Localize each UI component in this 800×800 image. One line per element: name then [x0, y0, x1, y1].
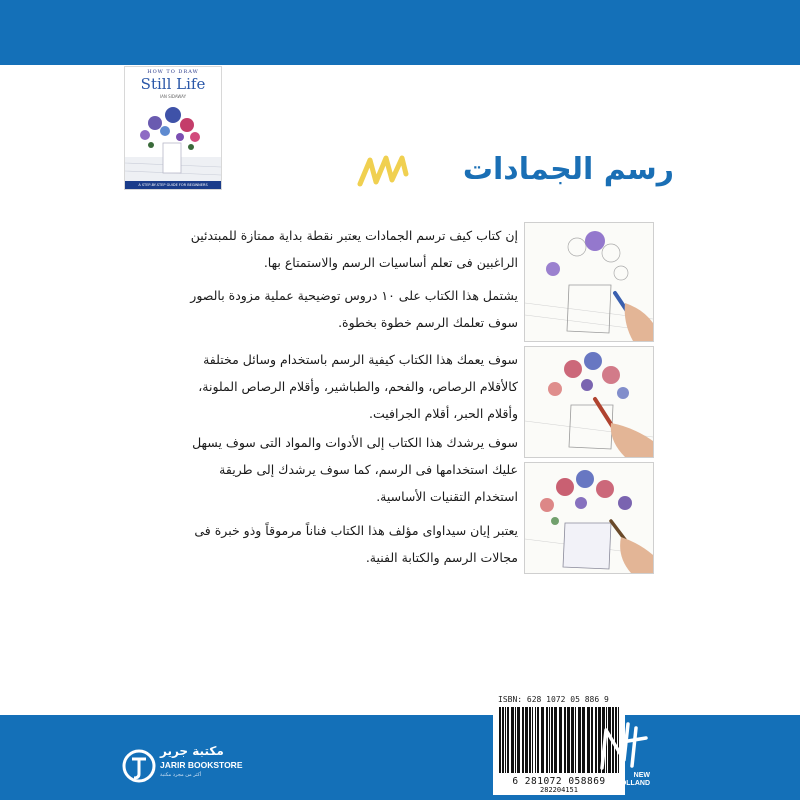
barcode-bar: [575, 707, 576, 773]
cover-author: IAN SIDAWAY: [159, 94, 187, 99]
intro-paragraph: إن كتاب كيف ترسم الجمادات يعتبر نقطة بداية ممتازة للمبتدئين الراغبين فى تعلم أساسيات الرسم والاستمتاع بها.: [190, 228, 518, 270]
barcode-bar: [549, 707, 550, 773]
new-holland-logo: [596, 720, 650, 792]
barcode-bar: [554, 707, 557, 773]
barcode-bar: [532, 707, 533, 773]
illustration-step-3: [524, 462, 654, 574]
barcode-bar: [529, 707, 531, 773]
bullet-2: سوف يعمك هذا الكتاب كيفية الرسم باستخدام وسائل مختلفة كالأقلام الرصاص، والفحم، والطباشير، وأقلام الرصاص الملونة، وأقلام الحبر، أقلام الجرافيت.: [198, 352, 518, 421]
barcode-bar: [507, 707, 509, 773]
imprint-line-1: NEW: [633, 772, 650, 779]
jarir-logo: [120, 742, 243, 790]
barcode-bar: [578, 707, 581, 773]
barcode-bar: [571, 707, 574, 773]
barcode-bar: [515, 707, 516, 773]
barcode-bar: [587, 707, 590, 773]
barcode-bar: [582, 707, 585, 773]
barcode-bar: [546, 707, 548, 773]
barcode-bar: [525, 707, 528, 773]
cover-series: HOW TO DRAW: [147, 69, 199, 75]
new-holland-text: [598, 772, 650, 788]
barcode-bar: [559, 707, 562, 773]
bullet-4: يعتبر إيان سيداواى مؤلف هذا الكتاب فناناً مرموقاً وذو خبرة فى مجالات الرسم والكتابة الفنية.: [194, 523, 518, 565]
bullet-1: يشتمل هذا الكتاب على ١٠ دروس توضيحية عملية مزودة بالصور سوف تعلمك الرسم خطوة بخطوة.: [190, 288, 518, 330]
barcode-bar: [541, 707, 544, 773]
barcode-bar: [591, 707, 593, 773]
barcode-bar: [567, 707, 570, 773]
isbn-label: ISBN: 628 1072 05 886 9: [498, 695, 609, 704]
yellow-brush-logo: [356, 154, 416, 190]
barcode-bar: [499, 707, 501, 773]
barcode-bar: [564, 707, 566, 773]
barcode-bar: [502, 707, 504, 773]
barcode-bar: [551, 707, 553, 773]
barcode-code: 282204151: [540, 786, 578, 794]
barcode-bar: [535, 707, 536, 773]
cover-footer: A STEP-BY-STEP GUIDE FOR BEGINNERS: [125, 181, 221, 189]
jarir-emblem-icon: [120, 746, 158, 786]
barcode-digits: 6 281072 058869: [512, 776, 606, 787]
bullet-3: سوف يرشدك هذا الكتاب إلى الأدوات والمواد التى سوف يسهل عليك استخدامها فى الرسم، كما سوف يرشدك إلى طريقة استخدام التقنيات الأساسية.: [192, 435, 518, 504]
page-title: رسم الجمادات: [462, 152, 674, 187]
new-holland-emblem-icon: [596, 720, 650, 772]
illustration-step-1: [524, 222, 654, 342]
top-blue-band: [0, 0, 800, 65]
barcode-bar: [537, 707, 539, 773]
jarir-english-name: JARIR BOOKSTORE: [160, 760, 243, 770]
jarir-tagline: أكثر من مجرد مكتبة: [160, 772, 202, 778]
barcode-bar: [522, 707, 524, 773]
cover-thumbnail: [124, 66, 222, 190]
cover-title: Still Life: [140, 75, 206, 93]
barcode-bar: [511, 707, 514, 773]
barcode-bar: [517, 707, 520, 773]
illustration-step-2: [524, 346, 654, 458]
jarir-arabic-name: مكتبة جرير: [160, 744, 224, 758]
barcode-bar: [505, 707, 506, 773]
cover-flower-image: [125, 99, 221, 183]
heading-block: [356, 148, 674, 194]
imprint-line-2: HOLLAND: [615, 780, 650, 787]
